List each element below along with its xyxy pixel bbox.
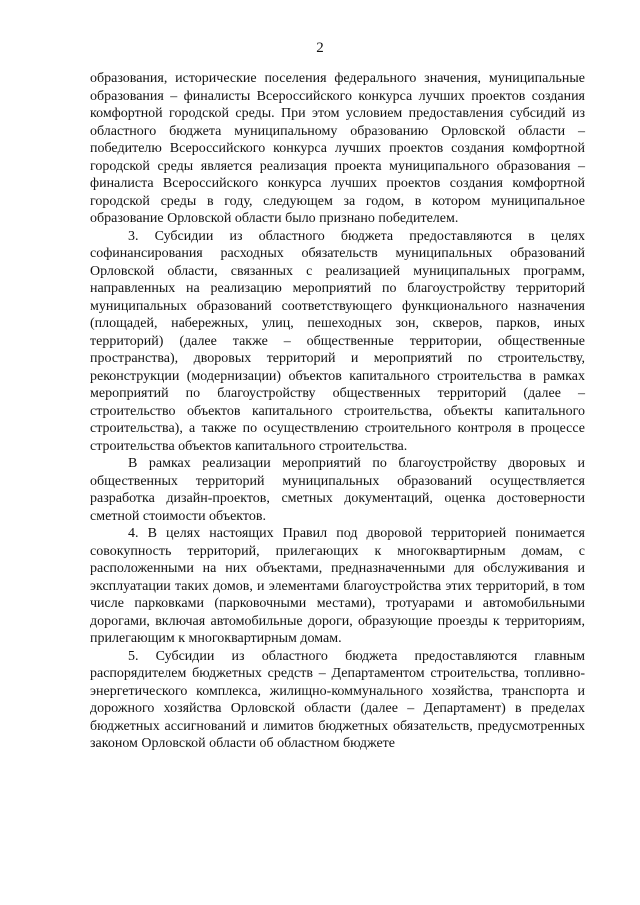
paragraph-item-4: 4. В целях настоящих Правил под дворовой территорией понимается совокупность территорий, прилегающих к многоквартирным домам, с расположенными на них объектами, предназначенными для обслуживания и эксплуатации таких домов, и элементами благоустройства этих территорий, в том числе парковками (парковочными местами), тротуарами и автомобильными дорогами, включая автомобильные дороги, образующие проезды к территориям, прилегающим к многоквартирным домам. [90, 526, 585, 646]
document-body [90, 70, 585, 753]
paragraph-item-3-continued: В рамках реализации мероприятий по благоустройству дворовых и общественных территорий муниципальных образований осуществляется разработка дизайн-проектов, сметных документаций, оценка достоверности сметной стоимости объектов. [90, 456, 585, 524]
paragraph-item-5: 5. Субсидии из областного бюджета предоставляются главным распорядителем бюджетных средств – Департаментом строительства, топливно-энергетического комплекса, жилищно-коммунального хозяйства, транспорта и дорожного хозяйства Орловской области (далее – Департамент) в пределах бюджетных ассигнований и лимитов бюджетных обязательств, предусмотренных законом Орловской области об областном бюджете [90, 648, 585, 751]
paragraph-continuation: образования, исторические поселения федерального значения, муниципальные образования – финалисты Всероссийского конкурса лучших проектов создания комфортной городской среды. При этом условием предоставления субсидий из областного бюджета муниципальному образованию Орловской области – победителю Всероссийского конкурса лучших проектов создания комфортной городской среды является реализация проекта муниципального образования – финалиста Всероссийского конкурса лучших проектов создания комфортной городской среды в году, следующем за годом, в котором муниципальное образование Орловской области было признано победителем. [90, 71, 585, 226]
paragraph-item-3: 3. Субсидии из областного бюджета предоставляются в целях софинансирования расходных обязательств муниципальных образований Орловской области, связанных с реализацией муниципальных программ, направленных на реализацию мероприятий по благоустройству территорий муниципальных образований соответствующего функционального назначения (площадей, набережных, улиц, пешеходных зон, скверов, парков, иных территорий) (далее также – общественные территории, общественные пространства), дворовых территорий и мероприятий по строительству, реконструкции (модернизации) объектов капитального строительства в рамках мероприятий по благоустройству общественных территорий (далее – строительство объектов капитального строительства, объекты капитального строительства), а также по осуществлению строительного контроля в процессе строительства объектов капитального строительства. [90, 228, 585, 454]
page-number: 2 [316, 40, 324, 56]
